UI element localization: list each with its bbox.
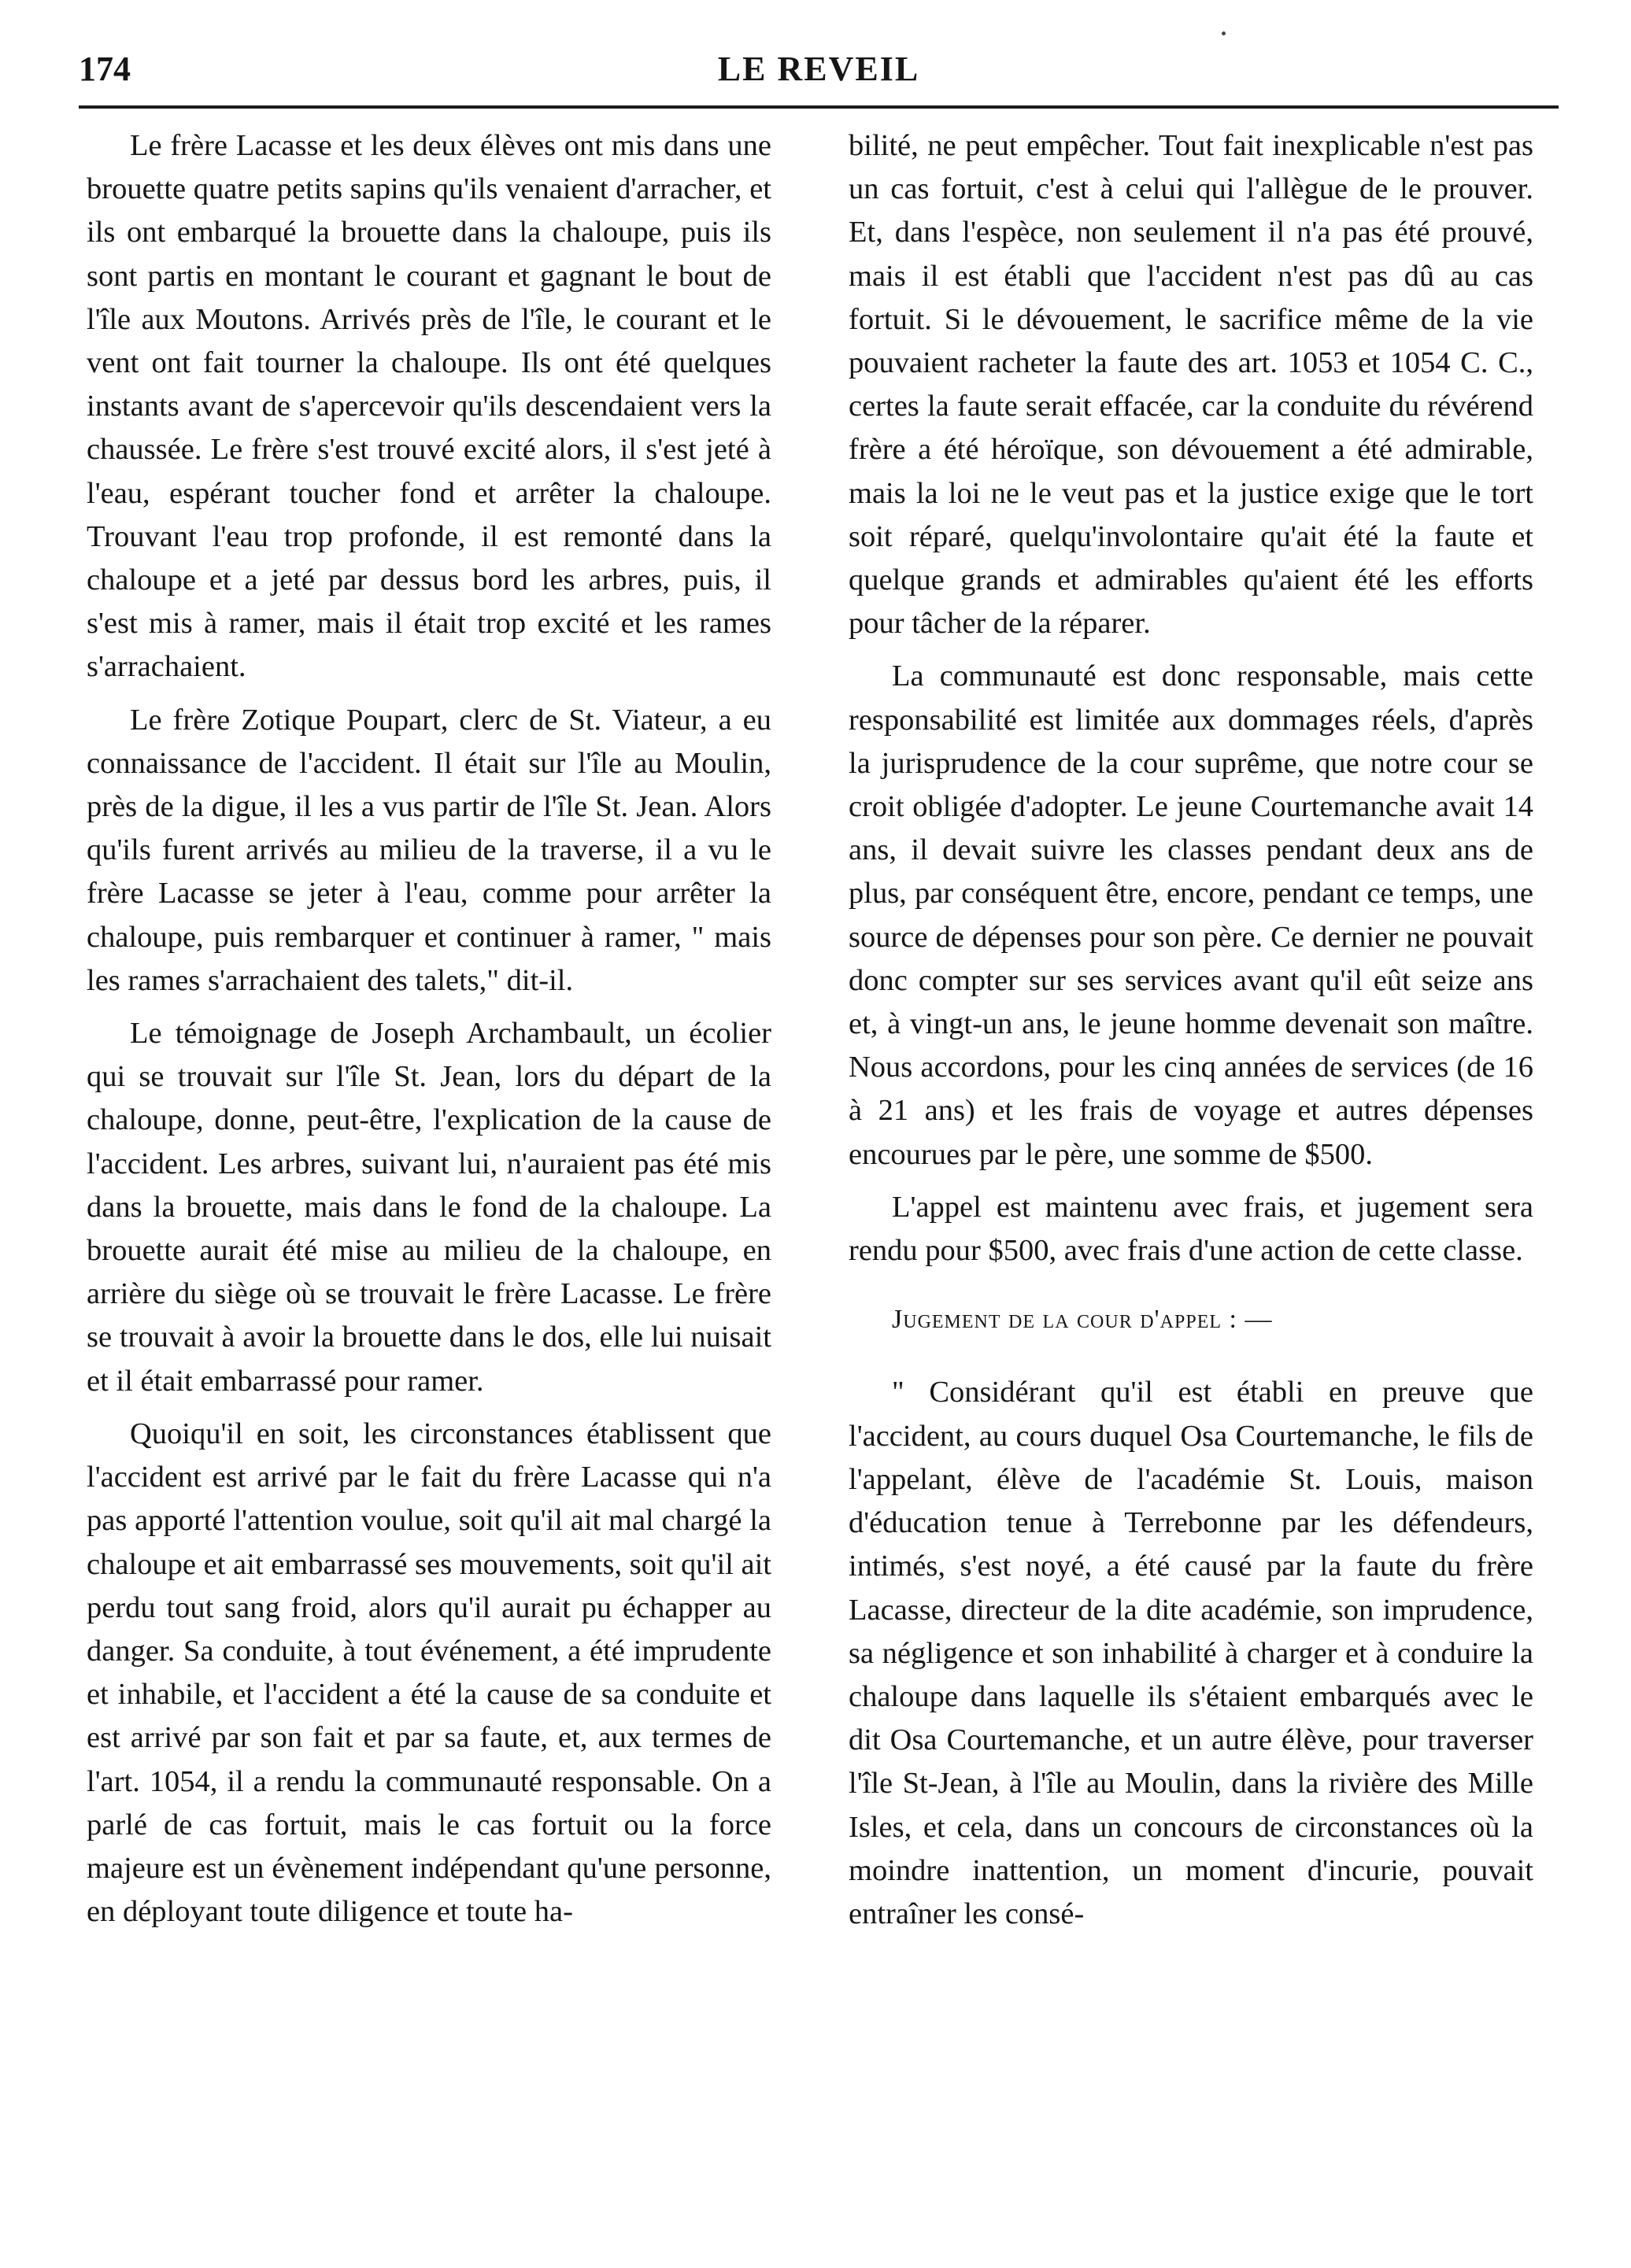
paragraph: Le frère Zotique Poupart, clerc de St. Viateur, a eu connaissance de l'accident. Il était sur l'île au Moulin, près de la digue, il les a vus partir de l'île St. Jean. Alors qu'ils furent arrivés au milieu de la traverse, il a vu le frère Lacasse se jeter à l'eau, comme pour arrêter la chaloupe, puis rembarquer et continuer à ramer, " mais les rames s'arrachaient des talets," dit-il. (87, 703, 771, 997)
right-column (849, 124, 1533, 1945)
paragraph: Quoiqu'il en soit, les circonstances établissent que l'accident est arrivé par le fait du frère Lacasse qui n'a pas apporté l'attention voulue, soit qu'il ait mal chargé la chaloupe et ait embarrassé ses mouvements, soit qu'il ait perdu tout sang froid, alors qu'il aurait pu échapper au danger. Sa conduite, à tout événement, a été imprudente et inhabile, et l'accident a été la cause de sa conduite et est arrivé par son fait et par sa faute, et, aux termes de l'art. 1054, il a rendu la communauté responsable. On a parlé de cas fortuit, mais le cas fortuit ou la force majeure est un évènement indépendant qu'une personne, en déployant toute diligence et toute ha- (87, 1417, 771, 1929)
paragraph: Le frère Lacasse et les deux élèves ont mis dans une brouette quatre petits sapins qu'ils venaient d'arracher, et ils ont embarqué la brouette dans la chaloupe, puis ils sont partis en montant le courant et gagnant le bout de l'île aux Moutons. Arrivés près de l'île, le courant et le vent ont fait tourner la chaloupe. Ils ont été quelques instants avant de s'apercevoir qu'ils descendaient vers la chaussée. Le frère s'est trouvé excité alors, il s'est jeté à l'eau, espérant toucher fond et arrêter la chaloupe. Trouvant l'eau trop profonde, il est remonté dans la chaloupe et a jeté par dessus bord les arbres, puis, il s'est mis à ramer, mais il était trop excité et les rames s'arrachaient. (87, 129, 771, 684)
paragraph: Le témoignage de Joseph Archambault, un écolier qui se trouvait sur l'île St. Jean, lors du départ de la chaloupe, donne, peut-être, l'explication de la cause de l'accident. Les arbres, suivant lui, n'auraient pas été mis dans la brouette, mais dans le fond de la chaloupe. La brouette aurait été mise au milieu de la chaloupe, en arrière du siège où se trouvait le frère Lacasse. Le frère se trouvait à avoir la brouette dans le dos, elle lui nuisait et il était embarrassé pour ramer. (87, 1017, 771, 1398)
left-column (87, 124, 771, 1943)
header-rule (79, 105, 1559, 109)
ink-speck (1222, 31, 1226, 35)
page-number: 174 (79, 50, 131, 88)
running-title: LE REVEIL (717, 50, 920, 88)
section-heading: Jugement de la cour d'appel : — (892, 1305, 1273, 1335)
paragraph-continued: bilité, ne peut empêcher. Tout fait inexplicable n'est pas un cas fortuit, c'est à celui qui l'allègue de le prouver. Et, dans l'espèce, non seulement il n'a pas été prouvé, mais il est établi que l'accident n'est pas dû au cas fortuit. Si le dévouement, le sacrifice même de la vie pouvaient racheter la faute des art. 1053 et 1054 C. C., certes la faute serait effacée, car la conduite du révérend frère a été héroïque, son dévouement a été admirable, mais la loi ne le veut pas et la justice exige que le tort soit réparé, quelqu'involontaire qu'ait été la faute et quelque grands et admirables qu'aient été les efforts pour tâcher de la réparer. (849, 129, 1533, 641)
paragraph: La communauté est donc responsable, mais cette responsabilité est limitée aux dommages réels, d'après la jurisprudence de la cour suprême, que notre cour se croit obligée d'adopter. Le jeune Courtemanche avait 14 ans, il devait suivre les classes pendant deux ans de plus, par conséquent être, encore, pendant ce temps, une source de dépenses pour son père. Ce dernier ne pouvait donc compter sur ses services avant qu'il eût seize ans et, à vingt-un ans, le jeune homme devenait son maître. Nous accordons, pour les cinq années de services (de 16 à 21 ans) et les frais de voyage et autres dépenses encourues par le père, une somme de $500. (849, 659, 1533, 1171)
page-header (79, 49, 1559, 96)
judgment-paragraph: " Considérant qu'il est établi en preuve que l'accident, au cours duquel Osa Courtemanche, le fils de l'appelant, élève de l'académie St. Louis, maison d'éducation tenue à Terrebonne par les défendeurs, intimés, s'est noyé, a été causé par la faute du frère Lacasse, directeur de la dite académie, son imprudence, sa négligence et son inhabilité à charger et à conduire la chaloupe dans laquelle ils s'étaient embarqués avec le dit Osa Courtemanche, et un autre élève, pour traverser l'île St-Jean, à l'île au Moulin, dans la rivière des Mille Isles, et cela, dans un concours de circonstances où la moindre inattention, un moment d'incurie, pouvait entraîner les consé- (849, 1376, 1533, 1930)
paragraph: L'appel est maintenu avec frais, et jugement sera rendu pour $500, avec frais d'une action de cette classe. (849, 1190, 1533, 1268)
